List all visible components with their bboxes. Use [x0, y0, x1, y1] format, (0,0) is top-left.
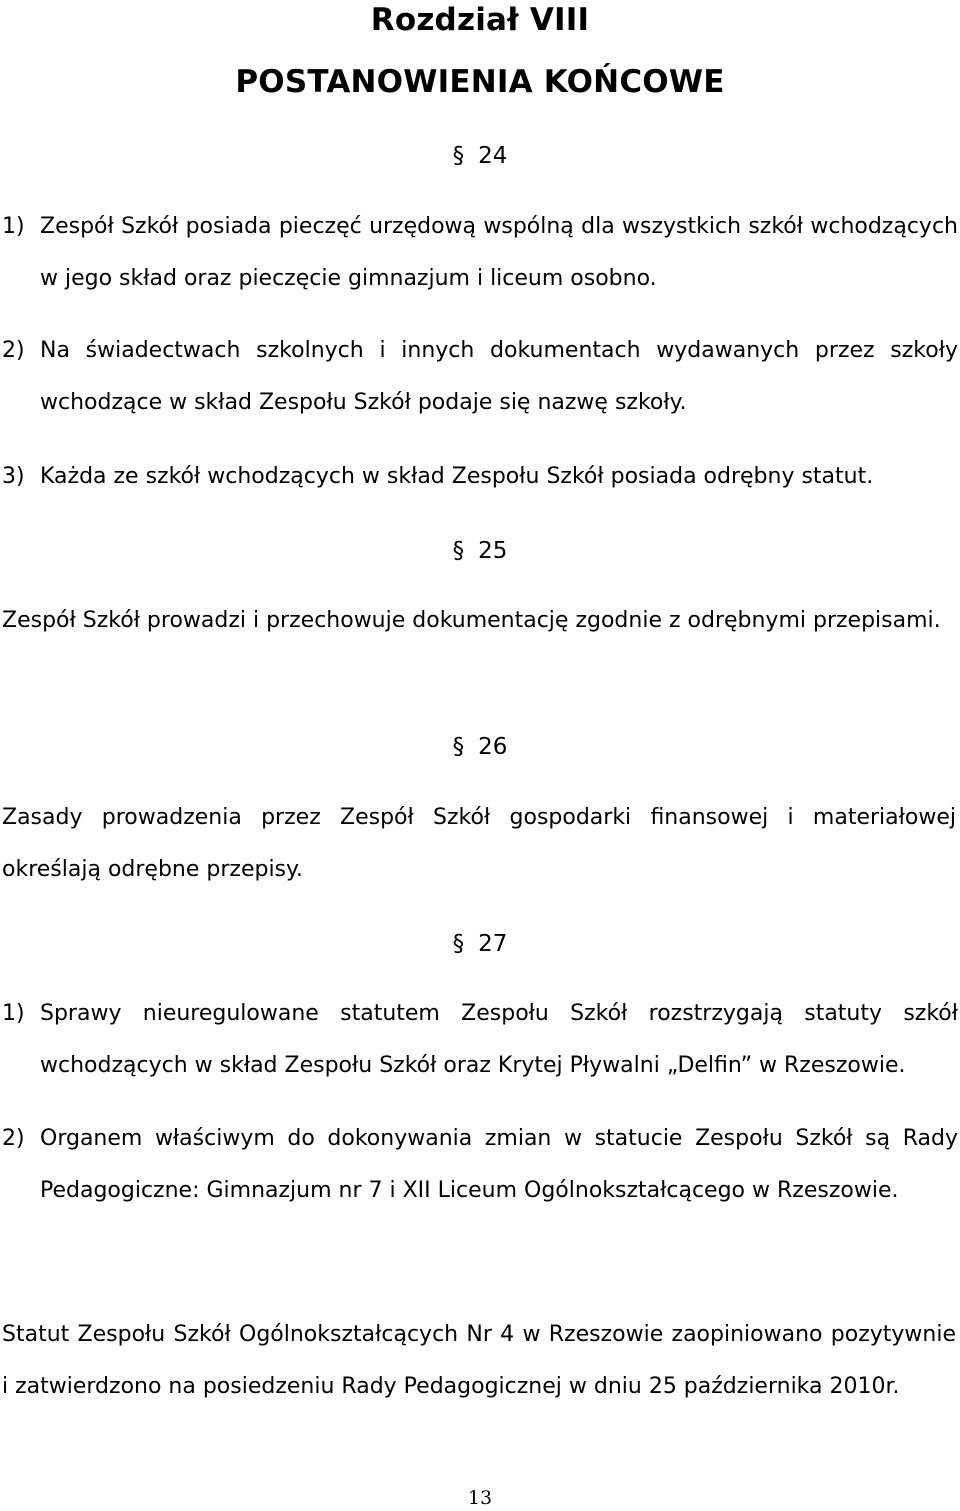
section-number: 25 — [478, 538, 508, 564]
section-sign: § — [452, 538, 465, 564]
section-26-text: Zasady prowadzenia przez Zespół Szkół gospodarki finansowej i materiałowej określają odrębne przepisy. — [2, 805, 956, 882]
section-heading-25 — [0, 537, 960, 565]
page-number: 13 — [467, 1487, 493, 1509]
item-number: 1) — [2, 1001, 25, 1026]
item-number: 2) — [2, 338, 25, 363]
chapter-number: Rozdział VIII — [370, 2, 590, 38]
section-heading-24 — [0, 142, 960, 170]
section-sign: § — [452, 931, 465, 957]
section-sign: § — [452, 143, 465, 169]
chapter-title: POSTANOWIENIA KOŃCOWE — [235, 64, 725, 100]
list-item — [0, 451, 958, 503]
item-number: 3) — [2, 464, 25, 489]
section-sign: § — [452, 734, 465, 760]
item-text: Zespół Szkół posiada pieczęć urzędową wspólną dla wszystkich szkół wchodzących w jego skład oraz pieczęcie gimnazjum i liceum osobno. — [40, 214, 958, 291]
section-number: 26 — [478, 734, 508, 760]
item-text: Organem właściwym do dokonywania zmian w statucie Zespołu Szkół są Rady Pedagogiczne: Gimnazjum nr 7 i XII Liceum Ogólnokształcącego w Rzeszowie. — [40, 1126, 958, 1203]
section-25-text: Zespół Szkół prowadzi i przechowuje dokumentację zgodnie z odrębnymi przepisami. — [2, 608, 941, 633]
list-item — [0, 988, 958, 1092]
item-text: Sprawy nieuregulowane statutem Zespołu Szkół rozstrzygają statuty szkół wchodzących w skład Zespołu Szkół oraz Krytej Pływalni „Delfin” w Rzeszowie. — [40, 1001, 958, 1078]
item-number: 2) — [2, 1126, 25, 1151]
section-number: 24 — [478, 143, 508, 169]
closing-note: Statut Zespołu Szkół Ogólnokształcących Nr 4 w Rzeszowie zaopiniowano pozytywnie i zatwierdzono na posiedzeniu Rady Pedagogicznej w dniu 25 października 2010r. — [2, 1322, 956, 1399]
item-text: Na świadectwach szkolnych i innych dokumentach wydawanych przez szkoły wchodzące w skład Zespołu Szkół podaje się nazwę szkoły. — [40, 338, 958, 415]
list-item — [0, 1113, 958, 1217]
item-text: Każda ze szkół wchodzących w skład Zespołu Szkół posiada odrębny statut. — [40, 464, 874, 489]
section-number: 27 — [478, 931, 508, 957]
list-item — [0, 201, 958, 305]
section-heading-27 — [0, 930, 960, 958]
item-number: 1) — [2, 214, 25, 239]
section-heading-26 — [0, 733, 960, 761]
list-item — [0, 325, 958, 429]
